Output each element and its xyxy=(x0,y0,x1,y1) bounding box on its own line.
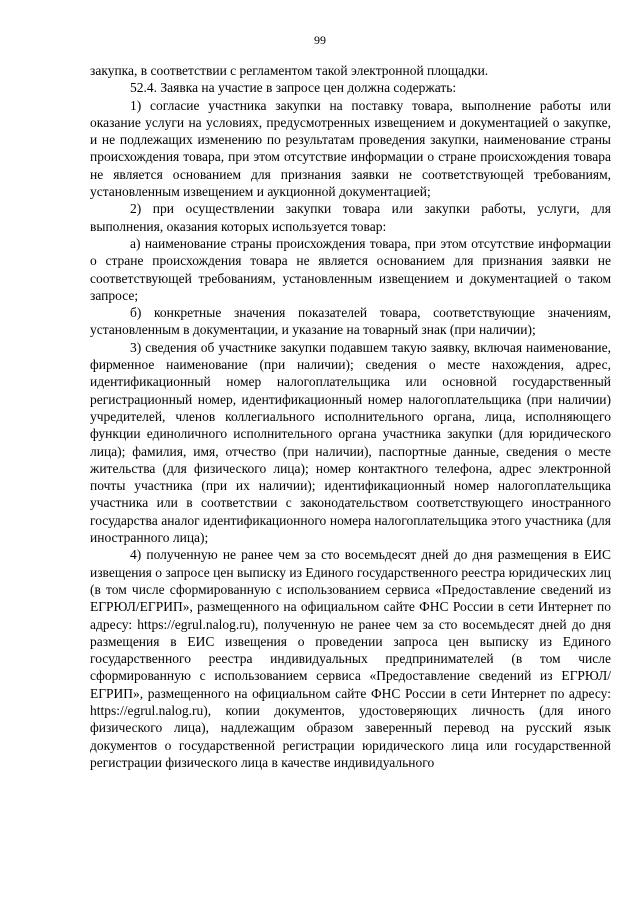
paragraph-item-1: 1) согласие участника закупки на поставку товара, выполнение работы или оказание услуги на условиях, предусмотренных извещением и документацией о закупке, и не подлежащих изменению по результатам проведения закупки, наименование страны происхождения товара, при этом отсутствие информации о стране происхождения товара не является основанием для признания заявки не соответствующей требованиям, установленным извещением и аукционной документацией; xyxy=(90,97,611,200)
paragraph-52-4-heading: 52.4. Заявка на участие в запросе цен должна содержать: xyxy=(130,80,457,96)
document-body xyxy=(90,62,611,771)
paragraph-item-2: 2) при осуществлении закупки товара или закупки работы, услуги, для выполнения, оказания которых используется товар: xyxy=(90,201,611,234)
paragraph-item-4: 4) полученную не ранее чем за сто восемьдесят дней до дня размещения в ЕИС извещения о запросе цен выписку из Единого государственного реестра юридических лиц (в том числе сформированную с использованием сервиса «Предоставление сведений из ЕГРЮЛ/ЕГРИП», размещенного на официальном сайте ФНС России в сети Интернет по адресу: https://egrul.nalog.ru), полученную не ранее чем за сто восемьдесят дней до дня размещения в ЕИС извещения о проведении запроса цен выписку из Единого государственного реестра индивидуальных предпринимателей (в том числе сформированную с использованием сервиса «Предоставление сведений из ЕГРЮЛ/ЕГРИП», размещенного на официальном сайте ФНС России в сети Интернет по адресу: https://egrul.nalog.ru), копии документов, удостоверяющих личность (для иного физического лица), надлежащим образом заверенный перевод на русский язык документов о государственной регистрации юридического лица или государственной регистрации физического лица в качестве индивидуального xyxy=(90,547,611,770)
paragraph-continuation: закупка, в соответствии с регламентом такой электронной площадки. xyxy=(90,63,489,78)
paragraph-item-2a: а) наименование страны происхождения товара, при этом отсутствие информации о стране происхождения товара не является основанием для признания заявки не соответствующей требованиям, установленным извещением и документацией о таком запросе; xyxy=(90,235,611,303)
paragraph-item-2b: б) конкретные значения показателей товара, соответствующие значениям, установленным в документации, и указание на товарный знак (при наличии); xyxy=(90,305,611,338)
page-number: 99 xyxy=(314,33,326,47)
paragraph-item-3: 3) сведения об участнике закупки подавшем такую заявку, включая наименование, фирменное наименование (при наличии); сведения о месте нахождения, адрес, идентификационный номер налогоплательщика или основной государственный регистрационный номер, идентификационный номер налогоплательщика (при наличии) учредителей, членов коллегиального исполнительного органа, лица, исполняющего функции единоличного исполнительного органа участника закупки (для юридического лица); фамилия, имя, отчество (при наличии), паспортные данные, сведения о месте жительства (для физического лица); номер контактного телефона, адрес электронной почты участника (при их наличии); идентификационный номер налогоплательщика участника или в соответствии с законодательством соответствующего иностранного государства аналог идентификационного номера налогоплательщика этого участника (для иностранного лица); xyxy=(90,339,611,546)
